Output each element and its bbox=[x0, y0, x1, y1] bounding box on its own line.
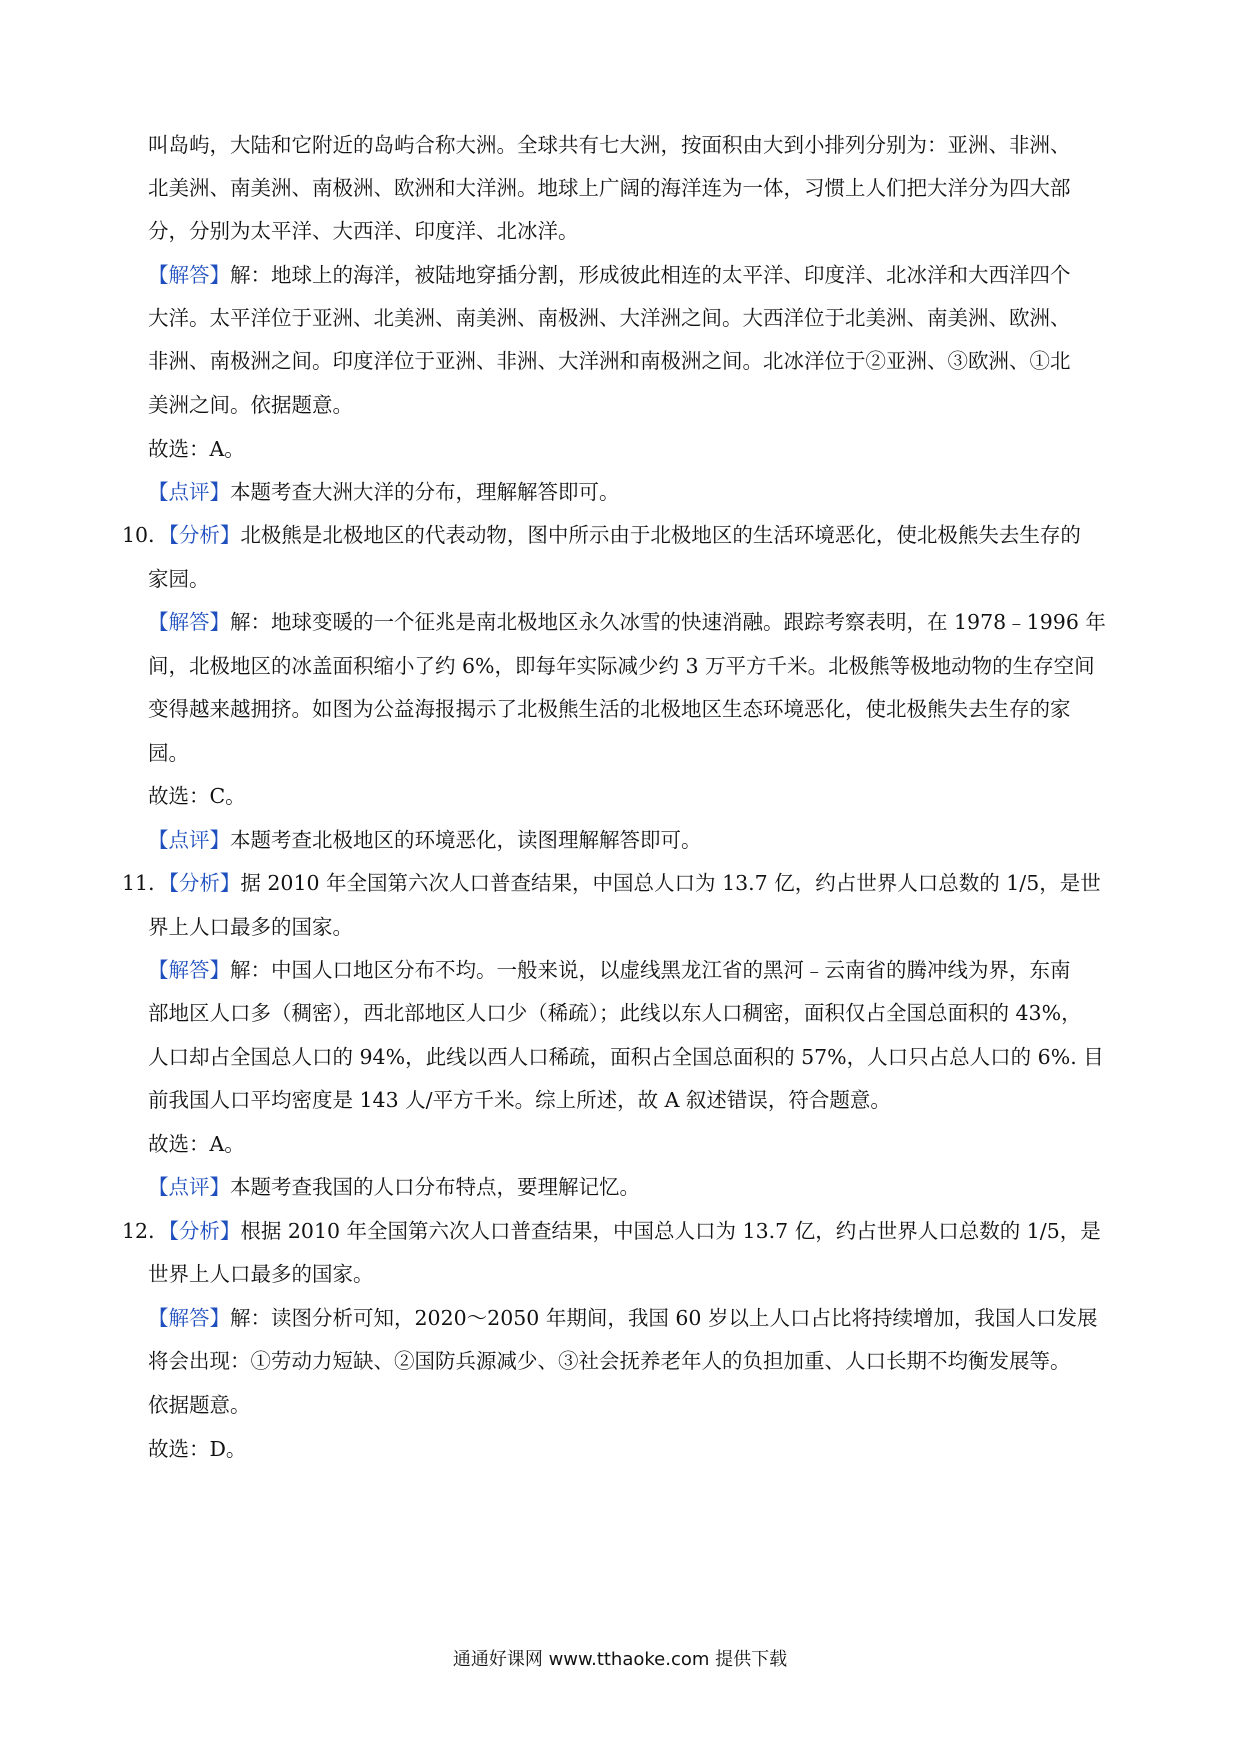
line-text: 界上人口最多的国家。 bbox=[148, 915, 353, 939]
choice-line bbox=[148, 434, 1128, 464]
comment-line bbox=[148, 477, 1128, 507]
text-line bbox=[148, 738, 1128, 768]
choice-line bbox=[148, 1434, 1128, 1464]
answer-line bbox=[148, 955, 1128, 985]
text-line bbox=[148, 694, 1128, 724]
line-text: 部地区人口多（稠密），西北部地区人口少（稀疏）；此线以东人口稠密，面积仅占全国总面积的 43%， bbox=[148, 1001, 1082, 1025]
line-text: 故选：D。 bbox=[148, 1437, 247, 1461]
line-text: 故选：A。 bbox=[148, 1132, 245, 1156]
text-line bbox=[148, 1042, 1128, 1072]
question-number: 11． bbox=[122, 871, 169, 895]
comment-line bbox=[148, 1172, 1128, 1202]
line-text: 依据题意。 bbox=[148, 1393, 251, 1417]
text-line bbox=[148, 390, 1128, 420]
line-text: 家园。 bbox=[148, 567, 210, 591]
analysis-tag: 【分析】 bbox=[168, 1219, 241, 1243]
choice-line bbox=[148, 781, 1128, 811]
line-text: 美洲之间。依据题意。 bbox=[148, 393, 353, 417]
line-text: 非洲、南极洲之间。印度洋位于亚洲、非洲、大洋洲和南极洲之间。北冰洋位于②亚洲、③欧洲、①北 bbox=[148, 349, 1071, 373]
answer-tag: 【解答】 bbox=[148, 1306, 230, 1330]
line-text: 解：地球上的海洋，被陆地穿插分割，形成彼此相连的太平洋、印度洋、北冰洋和大西洋四个 bbox=[230, 263, 1071, 287]
question-number: 10． bbox=[122, 523, 169, 547]
line-text: 北美洲、南美洲、南极洲、欧洲和大洋洲。地球上广阔的海洋连为一体，习惯上人们把大洋分为四大部 bbox=[148, 176, 1071, 200]
choice-line bbox=[148, 1129, 1128, 1159]
text-line bbox=[148, 173, 1128, 203]
answer-line bbox=[148, 260, 1128, 290]
answer-line bbox=[148, 1303, 1128, 1333]
line-text: 园。 bbox=[148, 741, 189, 765]
line-text: 解：地球变暖的一个征兆是南北极地区永久冰雪的快速消融。跟踪考察表明，在 1978﹣1996 年 bbox=[230, 610, 1106, 634]
line-text: 世界上人口最多的国家。 bbox=[148, 1262, 374, 1286]
line-text: 北极熊是北极地区的代表动物，图中所示由于北极地区的生活环境恶化，使北极熊失去生存的 bbox=[240, 523, 1081, 547]
line-text: 故选：A。 bbox=[148, 437, 245, 461]
line-text: 根据 2010 年全国第六次人口普查结果，中国总人口为 13.7 亿，约占世界人口总数的 1/5，是 bbox=[240, 1219, 1101, 1243]
line-text: 变得越来越拥挤。如图为公益海报揭示了北极熊生活的北极地区生态环境恶化，使北极熊失去生存的家 bbox=[148, 697, 1071, 721]
page-footer: 通通好课网 www.tthaoke.com 提供下载 bbox=[452, 1649, 788, 1670]
text-line bbox=[148, 912, 1128, 942]
line-text: 本题考查我国的人口分布特点，要理解记忆。 bbox=[230, 1175, 640, 1199]
text-line bbox=[148, 1085, 1128, 1115]
text-line bbox=[148, 1390, 1128, 1420]
analysis-tag: 【分析】 bbox=[168, 871, 241, 895]
question-12-analysis bbox=[122, 1216, 1102, 1246]
text-line bbox=[148, 216, 1128, 246]
line-text: 本题考查大洲大洋的分布，理解解答即可。 bbox=[230, 480, 620, 504]
comment-tag: 【点评】 bbox=[148, 828, 230, 852]
comment-tag: 【点评】 bbox=[148, 480, 230, 504]
text-line bbox=[148, 564, 1128, 594]
line-text: 叫岛屿，大陆和它附近的岛屿合称大洲。全球共有七大洲，按面积由大到小排列分别为：亚洲、非洲、 bbox=[148, 133, 1071, 157]
question-number: 12． bbox=[122, 1219, 169, 1243]
line-text: 前我国人口平均密度是 143 人/平方千米。综上所述，故 A 叙述错误，符合题意。 bbox=[148, 1088, 891, 1112]
line-text: 间，北极地区的冰盖面积缩小了约 6%，即每年实际减少约 3 万平方千米。北极熊等极地动物的生存空间 bbox=[148, 654, 1095, 678]
line-text: 将会出现：①劳动力短缺、②国防兵源减少、③社会抚养老年人的负担加重、人口长期不均衡发展等。 bbox=[148, 1349, 1071, 1373]
analysis-tag: 【分析】 bbox=[168, 523, 241, 547]
comment-tag: 【点评】 bbox=[148, 1175, 230, 1199]
text-line bbox=[148, 303, 1128, 333]
text-line bbox=[148, 130, 1128, 160]
question-11-analysis bbox=[122, 868, 1102, 898]
question-10-analysis bbox=[122, 520, 1102, 550]
line-text: 据 2010 年全国第六次人口普查结果，中国总人口为 13.7 亿，约占世界人口总数的 1/5，是世 bbox=[240, 871, 1101, 895]
answer-line bbox=[148, 607, 1128, 637]
line-text: 本题考查北极地区的环境恶化，读图理解解答即可。 bbox=[230, 828, 702, 852]
line-text: 解：中国人口地区分布不均。一般来说，以虚线黑龙江省的黑河﹣云南省的腾冲线为界，东南 bbox=[230, 958, 1071, 982]
comment-line bbox=[148, 825, 1128, 855]
answer-tag: 【解答】 bbox=[148, 958, 230, 982]
answer-tag: 【解答】 bbox=[148, 610, 230, 634]
text-line bbox=[148, 651, 1128, 681]
line-text: 人口却占全国总人口的 94%，此线以西人口稀疏，面积占全国总面积的 57%，人口只占总人口的 6%. 目 bbox=[148, 1045, 1104, 1069]
line-text: 故选：C。 bbox=[148, 784, 246, 808]
text-line bbox=[148, 998, 1128, 1028]
line-text: 解：读图分析可知，2020～2050 年期间，我国 60 岁以上人口占比将持续增加，我国人口发展 bbox=[230, 1306, 1098, 1330]
text-line bbox=[148, 346, 1128, 376]
line-text: 分，分别为太平洋、大西洋、印度洋、北冰洋。 bbox=[148, 219, 579, 243]
text-line bbox=[148, 1259, 1128, 1289]
text-line bbox=[148, 1346, 1128, 1376]
line-text: 大洋。太平洋位于亚洲、北美洲、南美洲、南极洲、大洋洲之间。大西洋位于北美洲、南美洲、欧洲、 bbox=[148, 306, 1071, 330]
answer-tag: 【解答】 bbox=[148, 263, 230, 287]
